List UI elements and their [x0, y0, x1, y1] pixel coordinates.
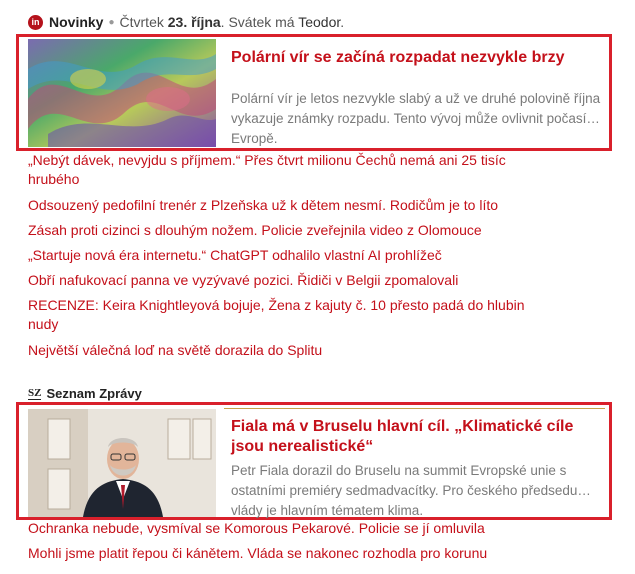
feature-description: Polární vír je letos nezvykle slabý a už ve druhé polovině října vykazuje známky rozpadu. Tento vývoj může ovlivnit počasí v Evropě.: [231, 91, 601, 146]
list-item: [28, 271, 528, 290]
polar-vortex-map-image[interactable]: [28, 39, 216, 147]
list-item: [28, 519, 528, 538]
divider: [224, 408, 605, 409]
novinky-header: [28, 14, 344, 30]
politician-photo-image[interactable]: [28, 409, 216, 517]
article-list: [28, 519, 528, 563]
novinky-logo[interactable]: in: [28, 15, 43, 30]
list-item: [28, 196, 528, 215]
article-link[interactable]: „Nebýt dávek, nevyjdu s příjmem.“ Přes čtvrt milionu Čechů nemá ani 25 tisíc hrubého: [28, 152, 506, 187]
article-link[interactable]: Ochranka nebude, vysmíval se Komorous Pekarové. Policie se jí omluvila: [28, 520, 485, 536]
feature-description: Petr Fiala dorazil do Bruselu na summit Evropské unie s ostatními premiéry sedmadvacítky. Pro českého předsedu vlády je hlavním tématem klima.: [231, 463, 578, 518]
article-link[interactable]: Odsouzený pedofilní trenér z Plzeňska už k dětem nesmí. Rodičům je to líto: [28, 197, 499, 213]
list-item: [28, 221, 528, 240]
source-name[interactable]: Seznam Zprávy: [46, 386, 142, 401]
list-item: [28, 341, 528, 360]
list-item: [28, 151, 528, 189]
article-list: [28, 151, 528, 360]
article-link[interactable]: Zásah proti cizinci s dlouhým nožem. Policie zveřejnila video z Olomouce: [28, 222, 482, 238]
feature-title[interactable]: Fiala má v Bruselu hlavní cíl. „Klimatické cíle jsou nerealistické“: [231, 418, 574, 455]
article-link[interactable]: Obří nafukovací panna ve vyzývavé pozici. Řidiči v Belgii zpomalovali: [28, 272, 459, 288]
list-item: [28, 296, 528, 334]
feature-article[interactable]: [16, 402, 612, 520]
source-name[interactable]: Novinky: [49, 14, 104, 30]
seznam-zpravy-logo[interactable]: SZ: [28, 386, 42, 399]
day-name: Čtvrtek: [119, 14, 164, 30]
date-line: [120, 14, 345, 30]
list-item: [28, 246, 528, 265]
seznam-header: [28, 386, 142, 401]
nameday-suffix: .: [340, 14, 345, 30]
feature-title[interactable]: Polární vír se začíná rozpadat nezvykle brzy: [231, 49, 565, 66]
article-link[interactable]: Mohli jsme platit řepou či kánětem. Vláda se nakonec rozhodla pro korunu: [28, 545, 488, 561]
date-value: 23. října: [167, 14, 221, 30]
separator-dot: ●: [108, 16, 115, 28]
seznam-section: [0, 370, 635, 574]
nameday-prefix: Svátek má: [228, 14, 295, 30]
article-link[interactable]: RECENZE: Keira Knightleyová bojuje, Žena z kajuty č. 10 přesto padá do hlubin nudy: [28, 297, 525, 332]
article-link[interactable]: „Startuje nová éra internetu.“ ChatGPT odhalilo vlastní AI prohlížeč: [28, 247, 442, 263]
feature-article[interactable]: [16, 34, 612, 151]
list-item: [28, 544, 528, 563]
date-sep: .: [220, 14, 229, 30]
article-link[interactable]: Největší válečná loď na světě dorazila do Splitu: [28, 342, 323, 358]
nameday-name: Teodor: [298, 14, 341, 30]
